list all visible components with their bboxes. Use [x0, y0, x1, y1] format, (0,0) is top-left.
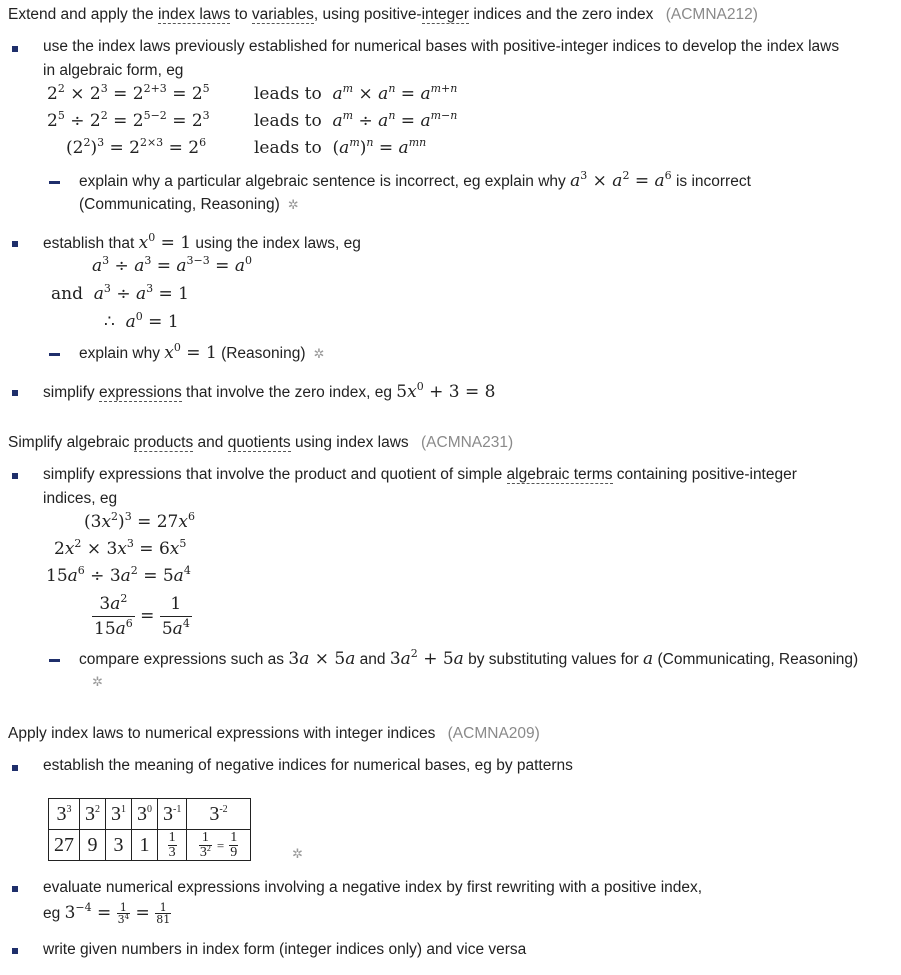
- heading-text: Simplify algebraic: [8, 434, 134, 451]
- table-cell: 1: [132, 830, 158, 861]
- bullet-text: establish the meaning of negative indices for numerical bases, eg by patterns: [43, 757, 573, 774]
- leads-to: leads to $a^m \times a^n = a^{m+n}$: [254, 82, 458, 104]
- content-code[interactable]: (ACMNA209): [447, 725, 540, 742]
- math-example: $2^5 \div 2^2 = 2^{5-2} = 2^3$: [47, 109, 210, 131]
- table-cell: $3^{-1}$: [158, 799, 187, 830]
- elaboration-tags: (Communicating, Reasoning): [79, 196, 280, 213]
- dash-bullet-icon: [49, 181, 60, 184]
- bullet-text: in algebraic form, eg: [43, 62, 184, 79]
- leads-to: leads to $(a^m)^n = a^{mn}$: [254, 136, 427, 158]
- negative-index-pattern-table: [48, 798, 251, 861]
- gear-icon[interactable]: ✲: [313, 346, 325, 361]
- bullet-text: eg: [43, 905, 65, 922]
- square-bullet-icon: [12, 241, 18, 247]
- glossary-link-index-laws[interactable]: index laws: [157, 6, 231, 23]
- section-heading-acmna209: [8, 725, 540, 743]
- gear-icon[interactable]: ✲: [287, 197, 299, 212]
- table-cell: $3^2$: [80, 799, 106, 830]
- square-bullet-icon: [12, 46, 18, 52]
- bullet-text: simplify: [43, 384, 99, 401]
- glossary-link-quotients[interactable]: quotients: [227, 434, 291, 451]
- math-example: and $a^3 \div a^3 = 1$: [51, 282, 189, 304]
- bullet-text: eg $3^{-4}$ = $\frac{1}{3^4}$ = $\frac{1}{81}$: [43, 901, 171, 926]
- sub-bullet-text: is incorrect: [671, 173, 751, 190]
- glossary-link-algebraic-terms[interactable]: algebraic terms: [506, 466, 613, 483]
- exponent: 2: [95, 803, 100, 815]
- sub-bullet-text: and: [355, 651, 390, 668]
- content-code[interactable]: (ACMNA212): [665, 6, 758, 23]
- heading-text: to: [230, 6, 252, 23]
- square-bullet-icon: [12, 390, 18, 396]
- square-bullet-icon: [12, 765, 18, 771]
- bullet-text: indices, eg: [43, 490, 118, 507]
- heading-text: , using positive-: [313, 6, 422, 23]
- table-cell: 3: [106, 830, 132, 861]
- bullet-text: establish that: [43, 235, 139, 252]
- table-cell: 27: [49, 830, 80, 861]
- math-example: $(3x^2)^3 = 27x^6$: [84, 510, 195, 532]
- bullet-text: using the index laws, eg: [191, 235, 361, 252]
- sub-bullet-text: compare expressions such as 3a × 5a and $3a^2 + 5a$ by substituting values for a (Communicating, Reasoning): [79, 647, 859, 669]
- bullet-text: use the index laws previously established for numerical bases with positive-integer indices to develop the index laws: [43, 38, 840, 55]
- square-bullet-icon: [12, 886, 18, 892]
- sub-bullet-text: explain why a particular algebraic sentence is incorrect, eg explain why: [79, 173, 571, 190]
- table-cell: $\frac{1}{3^2}$ = $\frac{1}{9}$: [187, 830, 250, 861]
- heading-text: and: [193, 434, 228, 451]
- leads-to-text: leads to: [254, 84, 322, 104]
- sub-bullet-text: compare expressions such as: [79, 651, 289, 668]
- bullet-text: that involve the zero index, eg: [181, 384, 397, 401]
- table-row: [49, 830, 251, 861]
- gear-icon[interactable]: ✲: [292, 846, 303, 861]
- heading-text: using index laws: [290, 434, 409, 451]
- bullet-text: simplify expressions that involve the zero index, eg $5x^0 + 3 = 8$: [43, 380, 496, 402]
- heading-text: indices and the zero index: [469, 6, 654, 23]
- section-heading-acmna212: [8, 6, 758, 24]
- sub-bullet-text: explain why a particular algebraic sentence is incorrect, eg explain why $a^3 \times a^2 = a^6$ is incorrect: [79, 169, 751, 191]
- table-cell: $3^1$: [106, 799, 132, 830]
- math-example: $a^3 \div a^3 = a^{3-3} = a^0$: [92, 254, 252, 276]
- table-cell: $3^0$: [132, 799, 158, 830]
- sub-bullet-text: (Communicating, Reasoning): [653, 651, 859, 668]
- glossary-link-integer[interactable]: integer: [421, 6, 470, 23]
- table-cell: $3^3$: [49, 799, 80, 830]
- glossary-link-expressions[interactable]: expressions: [98, 384, 182, 401]
- gear-icon[interactable]: ✲: [92, 674, 103, 689]
- bullet-text: containing positive-integer: [612, 466, 797, 483]
- math-example: $2x^2 \times 3x^3 = 6x^5$: [54, 537, 187, 559]
- math-example: $15a^6 \div 3a^2 = 5a^4$: [46, 564, 191, 586]
- exponent: 0: [147, 803, 152, 815]
- leads-to-text: leads to: [254, 111, 322, 131]
- square-bullet-icon: [12, 948, 18, 954]
- glossary-link-variables[interactable]: variables: [251, 6, 314, 23]
- heading-text: Extend and apply the: [8, 6, 158, 23]
- bullet-text: evaluate numerical expressions involving a negative index by first rewriting with a positive index,: [43, 879, 703, 896]
- math-fraction-example: $\frac{3a^2}{15a^6}$ = $\frac{1}{5a^4}$: [94, 592, 190, 639]
- exponent: 1: [121, 803, 126, 815]
- math-example: ∴ $a^0 = 1$: [104, 310, 179, 332]
- math-example: $(2^2)^3 = 2^{2\times 3} = 2^6$: [66, 136, 207, 158]
- table-cell: 9: [80, 830, 106, 861]
- exponent: -2: [219, 803, 228, 815]
- and-text: and: [51, 284, 83, 304]
- bullet-text: [43, 466, 797, 484]
- leads-to-text: leads to: [254, 138, 322, 158]
- table-row: [49, 799, 251, 830]
- dash-bullet-icon: [49, 659, 60, 662]
- glossary-link-products[interactable]: products: [133, 434, 194, 451]
- bullet-text: write given numbers in index form (integer indices only) and vice versa: [43, 941, 527, 958]
- bullet-text: establish that $x^0 = 1$ using the index laws, eg: [43, 231, 361, 253]
- table-cell: $\frac{1}{3}$: [158, 830, 187, 861]
- exponent: -1: [173, 803, 182, 815]
- bullet-text: simplify expressions that involve the product and quotient of simple: [43, 466, 507, 483]
- exponent: 3: [66, 803, 72, 815]
- section-heading-acmna231: [8, 434, 513, 452]
- sub-bullet-text: explain why: [79, 345, 165, 362]
- leads-to: leads to $a^m \div a^n = a^{m-n}$: [254, 109, 458, 131]
- sub-bullet-text: by substituting values for: [463, 651, 644, 668]
- sub-bullet-text: (Reasoning): [216, 345, 306, 362]
- content-code[interactable]: (ACMNA231): [421, 434, 514, 451]
- square-bullet-icon: [12, 473, 18, 479]
- sub-bullet-text: explain why $x^0 = 1$ (Reasoning) ✲: [79, 341, 325, 363]
- table-cell: $3^{-2}$: [187, 799, 250, 830]
- dash-bullet-icon: [49, 353, 60, 356]
- sub-bullet-text: [79, 196, 299, 214]
- heading-text: Apply index laws to numerical expressions with integer indices: [8, 725, 436, 742]
- math-example: $2^2 \times 2^3 = 2^{2+3} = 2^5$: [47, 82, 210, 104]
